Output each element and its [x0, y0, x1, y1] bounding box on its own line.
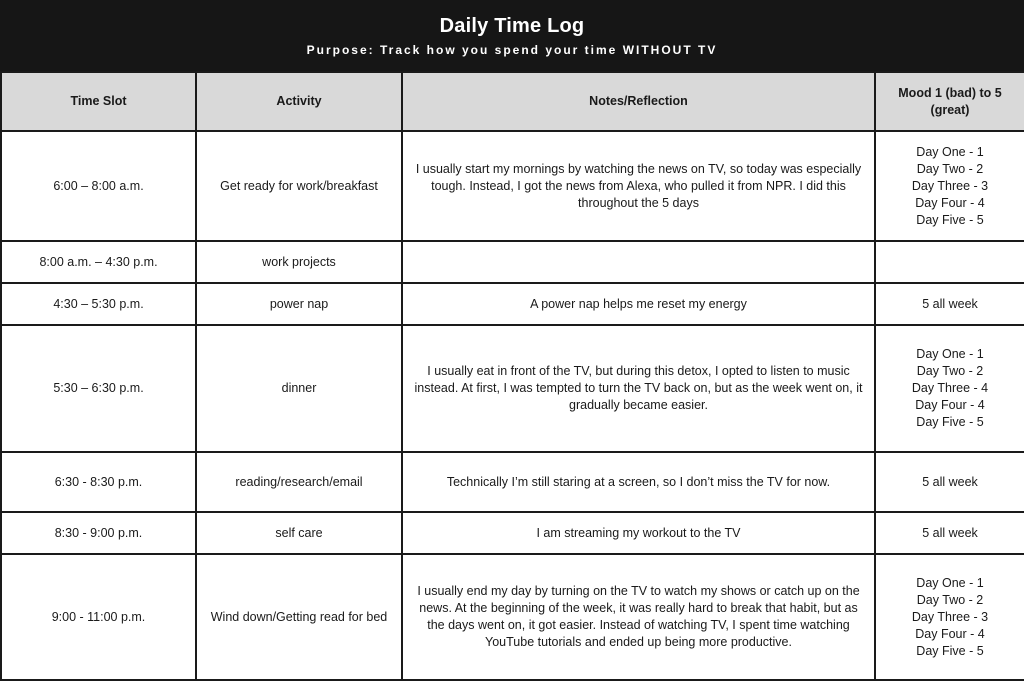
mood-entry: Day Four - 4: [915, 195, 985, 210]
mood-entry: Day One - 1: [916, 575, 984, 590]
mood-entry: Day Five - 5: [916, 212, 984, 227]
time-slot-cell: 4:30 – 5:30 p.m.: [1, 283, 196, 325]
mood-cell: 5 all week: [875, 452, 1024, 512]
mood-entry: Day Five - 5: [916, 415, 984, 429]
activity-cell: work projects: [196, 241, 402, 283]
mood-cell: 5 all week: [875, 283, 1024, 325]
notes-cell: I am streaming my workout to the TV: [402, 512, 875, 554]
mood-entry: Day Two - 2: [916, 364, 984, 378]
header-row: [1, 72, 1024, 131]
notes-cell: A power nap helps me reset my energy: [402, 283, 875, 325]
mood-cell: [875, 131, 1024, 241]
notes-cell: I usually end my day by turning on the TV to watch my shows or catch up on the news. At the beginning of the week, it was really hard to break that habit, but as the days went on, it got easier. Instead of watching TV, I spent time watching YouTube tutorials and ended up being more productive.: [402, 554, 875, 680]
header-banner: [0, 0, 1024, 71]
time-log-table: [0, 71, 1024, 681]
time-slot-cell: 6:30 - 8:30 p.m.: [1, 452, 196, 512]
table-row: [1, 131, 1024, 241]
column-header-mood: Mood 1 (bad) to 5 (great): [875, 72, 1024, 131]
mood-entry: Day Two - 2: [916, 161, 984, 176]
table-row: [1, 283, 1024, 325]
time-slot-cell: 9:00 - 11:00 p.m.: [1, 554, 196, 680]
table-row: [1, 325, 1024, 452]
notes-cell: Technically I’m still staring at a screen, so I don’t miss the TV for now.: [402, 452, 875, 512]
notes-cell: [402, 241, 875, 283]
activity-cell: Wind down/Getting read for bed: [196, 554, 402, 680]
time-slot-cell: 8:00 a.m. – 4:30 p.m.: [1, 241, 196, 283]
table-row: [1, 554, 1024, 680]
time-slot-cell: 5:30 – 6:30 p.m.: [1, 325, 196, 452]
mood-entry: Day Four - 4: [915, 398, 985, 412]
time-slot-cell: 6:00 – 8:00 a.m.: [1, 131, 196, 241]
mood-entry: Day Five - 5: [916, 643, 984, 658]
activity-cell: Get ready for work/breakfast: [196, 131, 402, 241]
column-header-time-slot: Time Slot: [1, 72, 196, 131]
activity-cell: self care: [196, 512, 402, 554]
activity-cell: power nap: [196, 283, 402, 325]
mood-cell: 5 all week: [875, 512, 1024, 554]
mood-cell: [875, 325, 1024, 452]
mood-entry: Day Four - 4: [915, 626, 985, 641]
table-row: [1, 512, 1024, 554]
activity-cell: reading/research/email: [196, 452, 402, 512]
mood-entry: Day One - 1: [916, 347, 984, 361]
mood-cell: [875, 241, 1024, 283]
mood-entry: Day Three - 3: [911, 609, 989, 624]
notes-cell: I usually start my mornings by watching the news on TV, so today was especially tough. Instead, I got the news from Alexa, who pulled it from NPR. I did this throughout the 5 days: [402, 131, 875, 241]
page-title: Daily Time Log: [439, 15, 585, 37]
notes-cell: I usually eat in front of the TV, but during this detox, I opted to listen to music instead. At first, I was tempted to turn the TV back on, but as the week went on, it gradually became easier.: [402, 325, 875, 452]
mood-entry: Day One - 1: [916, 144, 984, 159]
column-header-activity: Activity: [196, 72, 402, 131]
table-row: [1, 452, 1024, 512]
activity-cell: dinner: [196, 325, 402, 452]
mood-entry: Day Three - 3: [911, 178, 989, 193]
mood-cell: [875, 554, 1024, 680]
time-slot-cell: 8:30 - 9:00 p.m.: [1, 512, 196, 554]
mood-entry: Day Two - 2: [916, 592, 984, 607]
mood-entry: Day Three - 4: [911, 381, 989, 395]
table-row: [1, 241, 1024, 283]
column-header-notes: Notes/Reflection: [402, 72, 875, 131]
purpose-subtitle: Purpose: Track how you spend your time WITHOUT TV: [306, 43, 718, 57]
